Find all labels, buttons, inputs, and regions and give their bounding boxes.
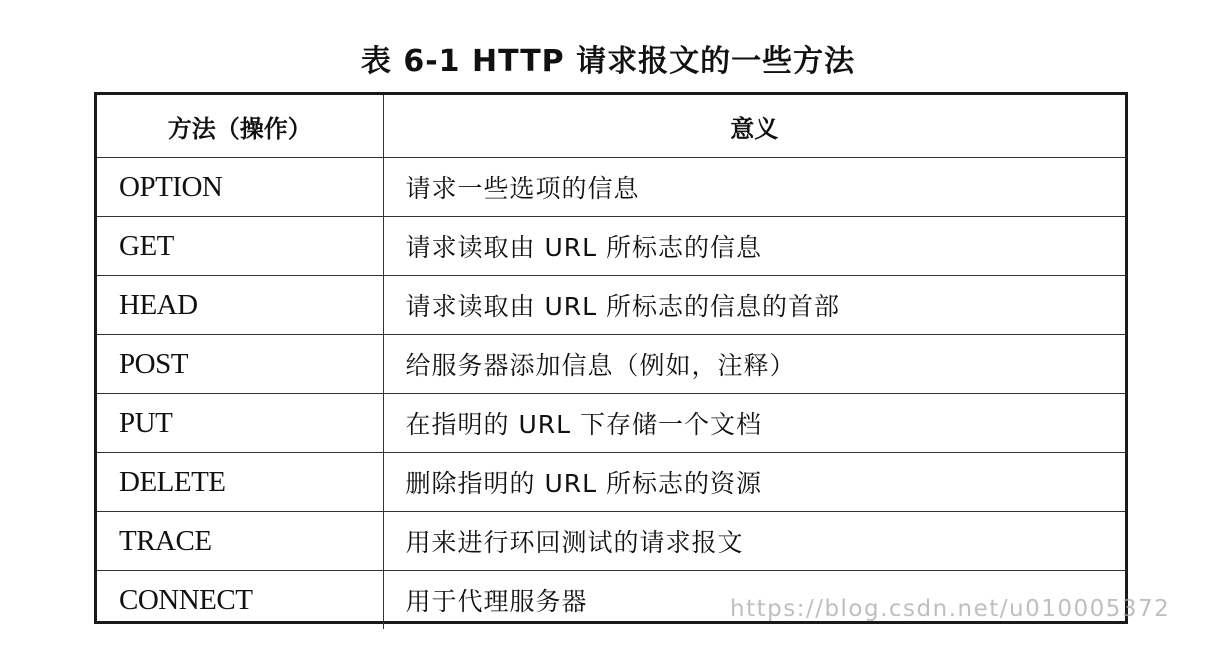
method-cell: POST <box>97 335 383 394</box>
meaning-cell: 请求一些选项的信息 <box>383 158 1125 217</box>
method-cell: CONNECT <box>97 571 383 630</box>
method-cell: GET <box>97 217 383 276</box>
table-row <box>97 453 1125 512</box>
method-cell: OPTION <box>97 158 383 217</box>
table-row <box>97 512 1125 571</box>
meaning-cell: 请求读取由 URL 所标志的信息 <box>383 217 1125 276</box>
meaning-cell: 用于代理服务器 <box>383 571 1125 630</box>
method-cell: HEAD <box>97 276 383 335</box>
watermark-text: https://blog.csdn.net/u010005372 <box>730 596 1171 622</box>
table-row <box>97 335 1125 394</box>
column-header-method: 方法（操作） <box>97 95 383 158</box>
table-row <box>97 158 1125 217</box>
meaning-cell: 用来进行环回测试的请求报文 <box>383 512 1125 571</box>
table-row <box>97 217 1125 276</box>
table-header-row <box>97 95 1125 158</box>
method-cell: DELETE <box>97 453 383 512</box>
table-caption: 表 6-1 HTTP 请求报文的一些方法 <box>360 44 856 79</box>
meaning-cell: 给服务器添加信息（例如，注释） <box>383 335 1125 394</box>
meaning-cell: 删除指明的 URL 所标志的资源 <box>383 453 1125 512</box>
method-cell: TRACE <box>97 512 383 571</box>
table-row <box>97 276 1125 335</box>
column-header-meaning: 意义 <box>383 95 1125 158</box>
method-cell: PUT <box>97 394 383 453</box>
http-methods-table <box>97 95 1125 629</box>
methods-table-frame <box>94 92 1128 624</box>
meaning-cell: 在指明的 URL 下存储一个文档 <box>383 394 1125 453</box>
table-row <box>97 394 1125 453</box>
meaning-cell: 请求读取由 URL 所标志的信息的首部 <box>383 276 1125 335</box>
